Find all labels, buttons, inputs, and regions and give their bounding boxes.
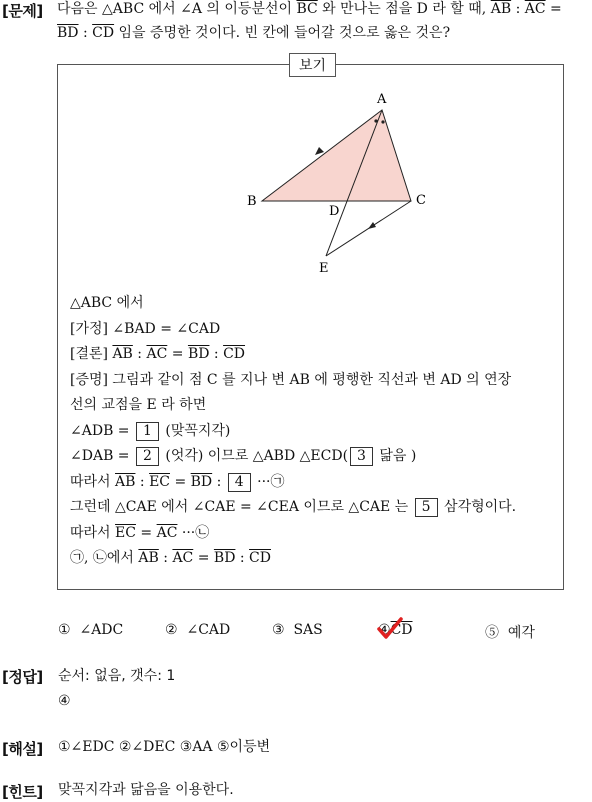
answer-tag: [정답] bbox=[2, 668, 43, 686]
angle-dot-2 bbox=[381, 120, 384, 123]
blank-box-5: 5 bbox=[415, 498, 438, 517]
checkmark-icon bbox=[377, 617, 403, 641]
choice-2[interactable]: ② ∠CAD bbox=[165, 622, 231, 638]
segment-ac: $\overline{AC}$ bbox=[524, 1, 546, 17]
explanation-tag: [해설] bbox=[2, 740, 43, 758]
problem-tag: [문제] bbox=[2, 2, 43, 20]
blank-box-1: 1 bbox=[136, 422, 159, 441]
choice-3[interactable]: ③ SAS bbox=[272, 622, 323, 638]
answer-line-1: 순서: 없음, 갯수: 1 bbox=[58, 668, 176, 684]
segment-bd: $\overline{BD}$ bbox=[57, 25, 79, 41]
arrow-ab bbox=[315, 147, 324, 155]
blank-box-3: 3 bbox=[350, 447, 373, 466]
proof-line-9: 그런데 △CAE 에서 ∠CAE = ∠CEA 이므로 △CAE 는 5 삼각형이다. bbox=[70, 499, 517, 515]
choice-5[interactable]: ⑤ 예각 bbox=[485, 625, 535, 641]
proof-line-4: [증명] 그림과 같이 점 C 를 지나 변 AB 에 평행한 직선과 변 AD 의 연장 bbox=[70, 371, 512, 388]
label-e: E bbox=[319, 261, 329, 276]
proof-text bbox=[70, 291, 560, 572]
proof-line-5: 선의 교점을 E 라 하면 bbox=[70, 397, 207, 413]
blank-box-4: 4 bbox=[228, 473, 251, 492]
segment-cd: $\overline{CD}$ bbox=[92, 25, 115, 41]
proof-line-1: △ABC 에서 bbox=[70, 295, 144, 311]
segment-bc: $\overline{BC}$ bbox=[296, 1, 318, 17]
proof-line-8: 따라서 $\overline{AB}$ : $\overline{EC} = \overline{BD}$ : 4 ···㉠ bbox=[70, 473, 285, 490]
triangle-figure bbox=[240, 86, 440, 282]
choice-1[interactable]: ① ∠ADC bbox=[58, 622, 124, 638]
hint-text: 맞꼭지각과 닮음을 이용한다. bbox=[58, 782, 234, 798]
explanation-text: ①∠EDC ②∠DEC ③AA ⑤이등변 bbox=[58, 739, 271, 755]
label-d: D bbox=[329, 204, 340, 219]
choice-4[interactable]: $④\overline{CD}$ bbox=[378, 622, 413, 638]
angle-dot-1 bbox=[374, 119, 377, 122]
proof-line-11: ㉠, ㉡에서 $\overline{AB}$ : $\overline{AC} = \overline{BD}$ : $\overline{CD}$ bbox=[70, 550, 271, 566]
label-c: C bbox=[416, 193, 426, 208]
proof-line-10: 따라서 $\overline{EC} = \overline{AC}$ ···㉡ bbox=[70, 524, 210, 541]
triangle-abc-fill bbox=[262, 110, 411, 201]
proof-line-7: ∠DAB = 2 (엇각) 이므로 △ABD △ECD( 3 닮음 ) bbox=[70, 448, 417, 464]
blank-box-2: 2 bbox=[136, 447, 159, 466]
segment-ab: $\overline{AB}$ bbox=[490, 1, 512, 17]
label-b: B bbox=[247, 194, 257, 209]
proof-line-6: ∠ADB = 1 (맞꼭지각) bbox=[70, 422, 231, 439]
proof-line-3: [결론] $\overline{AB}$ : $\overline{AC} = \overline{BD}$ : $\overline{CD}$ bbox=[70, 346, 246, 362]
arrow-ce bbox=[368, 222, 376, 229]
label-a: A bbox=[377, 92, 387, 107]
problem-line-2: $\overline{BD}$ : $\overline{CD}$ 임을 증명한 것이다. 빈 칸에 들어갈 것으로 옳은 것은? bbox=[57, 25, 451, 41]
proof-line-2: [가정] ∠BAD = ∠CAD bbox=[70, 320, 221, 337]
answer-line-2: ④ bbox=[58, 693, 71, 709]
problem-line-1: 다음은 △ABC 에서 ∠A 의 이등분선이 $\overline{BC}$ 와 만나는 점을 D 라 할 때, $\overline{AB}$ : $\overline{AC}$ = bbox=[57, 1, 562, 17]
bogi-label: 보기 bbox=[289, 53, 336, 77]
hint-tag: [힌트] bbox=[2, 783, 43, 801]
